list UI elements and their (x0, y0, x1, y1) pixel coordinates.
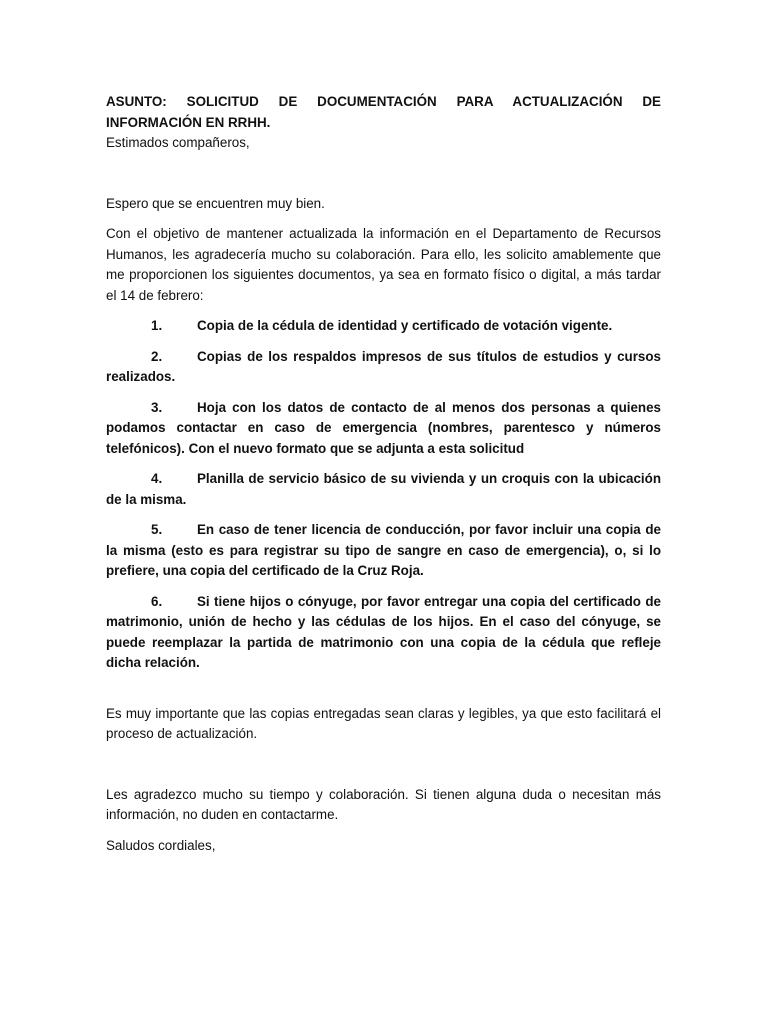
requested-documents-list (106, 316, 661, 674)
letter-closing: Saludos cordiales, (106, 837, 216, 853)
list-item-text: Copias de los respaldos impresos de sus títulos de estudios y cursos realizados. (106, 348, 661, 384)
letter-thanks-paragraph: Les agradezco mucho su tiempo y colaboración. Si tienen alguna duda o necesitan más información, no duden en contactarme. (106, 786, 661, 822)
list-item-text: Si tiene hijos o cónyuge, por favor entregar una copia del certificado de matrimonio, unión de hecho y las cédulas de los hijos. En el caso del cónyuge, se puede reemplazar la partida de matrimonio con una copia de la cédula que refleje dicha relación. (106, 593, 661, 670)
list-item-text: Hoja con los datos de contacto de al menos dos personas a quienes podamos contactar en caso de emergencia (nombres, parentesco y números telefónicos). Con el nuevo formato que se adjunta a esta solicitud (106, 399, 661, 456)
list-item (106, 398, 661, 460)
list-item-number: 6. (151, 593, 163, 609)
letter-body (106, 92, 661, 856)
list-item (106, 347, 661, 388)
list-item-number: 1. (151, 318, 163, 333)
list-item-text: Copia de la cédula de identidad y certificado de votación vigente. (197, 318, 613, 333)
list-item-text: Planilla de servicio básico de su vivienda y un croquis con la ubicación de la misma. (106, 471, 661, 507)
list-item-number: 2. (151, 348, 163, 364)
list-item-number: 4. (151, 471, 163, 486)
list-item-number: 3. (151, 399, 163, 415)
list-item (106, 469, 661, 510)
list-item-number: 5. (151, 522, 163, 537)
list-item (106, 520, 661, 582)
letter-intro-paragraph: Con el objetivo de mantener actualizada la información en el Departamento de Recursos Humanos, les agradecería mucho su colaboración. Para ello, les solicito amablemente que me proporcionen los siguientes documentos, ya sea en formato físico o digital, a más tardar el 14 de febrero: (106, 226, 661, 303)
list-item-text: En caso de tener licencia de conducción, por favor incluir una copia de la misma (esto es para registrar su tipo de sangre en caso de emergencia), o, si lo prefiere, una copia del certificado de la Cruz Roja. (106, 522, 661, 578)
letter-important-note: Es muy importante que las copias entregadas sean claras y legibles, ya que esto facilitará el proceso de actualización. (106, 705, 661, 741)
letter-opening-line: Espero que se encuentren muy bien. (106, 195, 325, 211)
letter-greeting: Estimados compañeros, (106, 135, 250, 150)
list-item (106, 592, 661, 674)
list-item (106, 316, 661, 337)
letter-subject: ASUNTO: SOLICITUD DE DOCUMENTACIÓN PARA ACTUALIZACIÓN DE INFORMACIÓN EN RRHH. (106, 94, 661, 130)
